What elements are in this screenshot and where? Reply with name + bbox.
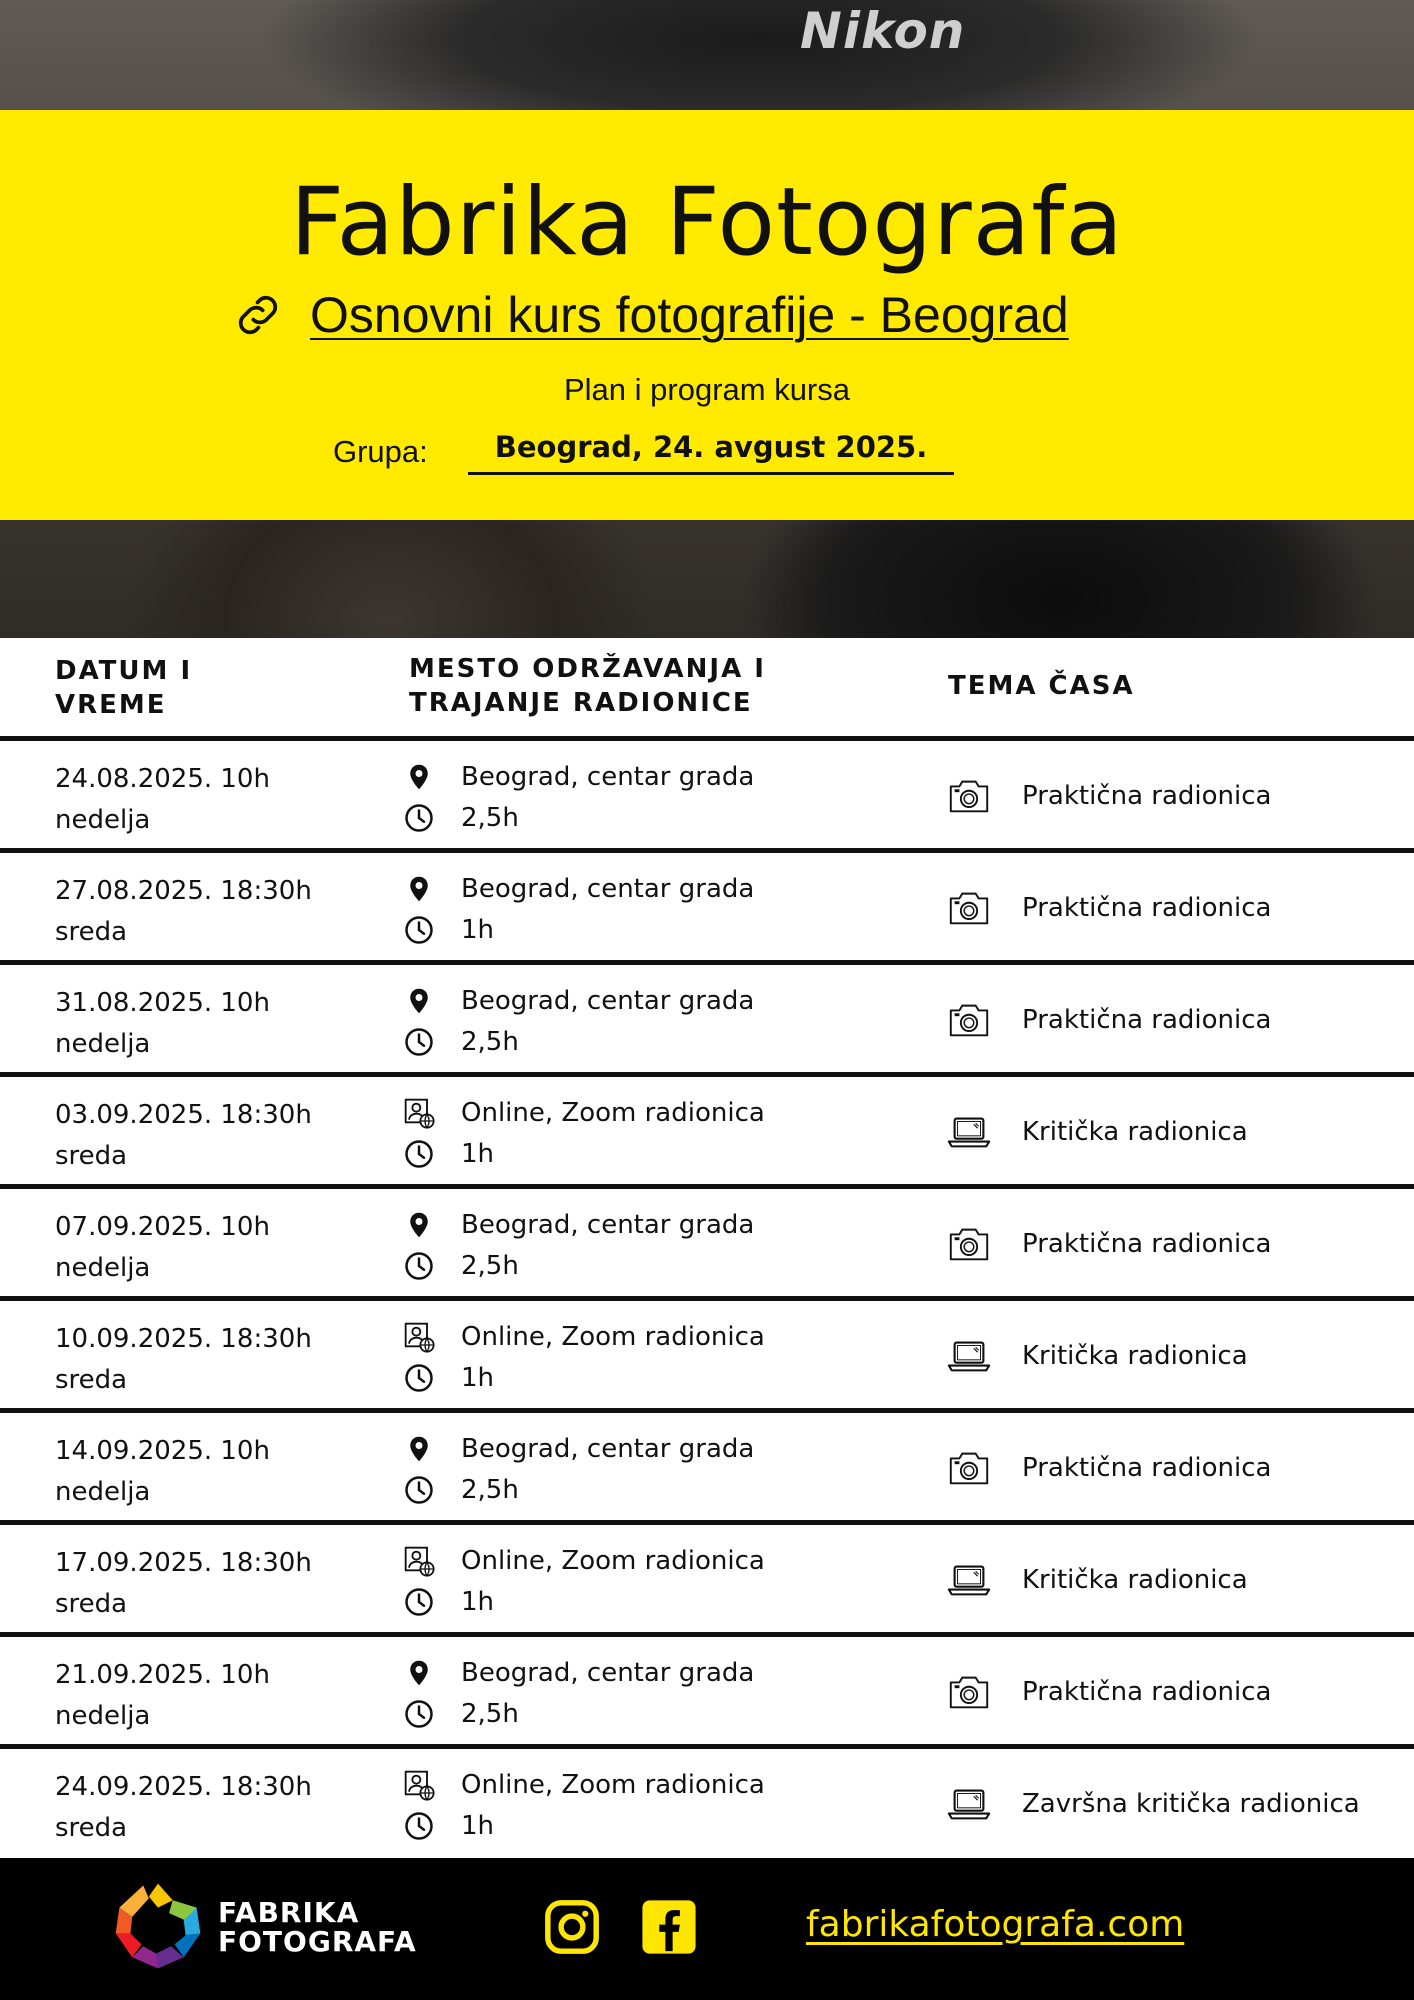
table-header [0,638,1414,741]
topic-text: Kritička radionica [1022,1565,1248,1595]
header-banner [0,110,1414,520]
date-cell [55,1655,270,1737]
topic-cell [946,1443,1271,1493]
date-time: 17.09.2025. 18:30h [55,1548,312,1578]
weekday: sreda [55,917,128,947]
table-row [0,965,1414,1077]
table-row [0,1525,1414,1637]
date-time: 31.08.2025. 10h [55,988,270,1018]
camera-icon [946,997,992,1043]
laptop-icon [946,1109,992,1155]
topic-text: Praktična radionica [1022,1005,1272,1035]
table-row [0,1301,1414,1413]
table-row [0,1413,1414,1525]
topic-text: Praktična radionica [1022,1229,1272,1259]
topic-text: Praktična radionica [1022,781,1272,811]
page-title: Fabrika Fotografa [290,168,1124,277]
online-user-icon [403,1097,435,1129]
table-row [0,853,1414,965]
topic-text: Završna kritička radionica [1022,1789,1360,1819]
clock-icon [403,1138,435,1170]
topic-text: Praktična radionica [1022,1453,1272,1483]
duration-text: 2,5h [461,1698,519,1729]
table-row [0,1077,1414,1189]
table-body [0,741,1414,1859]
date-cell [55,1207,270,1289]
laptop-icon [946,1333,992,1379]
weekday: sreda [55,1589,128,1619]
date-cell [55,1431,270,1513]
weekday: sreda [55,1813,128,1843]
location-cell [403,1540,823,1622]
topic-cell [946,1219,1271,1269]
map-pin-icon [403,1433,435,1465]
location-text: Online, Zoom radionica [461,1545,765,1576]
facebook-icon[interactable] [640,1898,698,1956]
clock-icon [403,1698,435,1730]
location-text: Beograd, centar grada [461,1657,755,1688]
duration-text: 1h [461,1138,495,1169]
table-row [0,1749,1414,1859]
header-location: MESTO ODRŽAVANJA I TRAJANJE RADIONICE [409,654,766,718]
weekday: sreda [55,1141,128,1171]
location-text: Beograd, centar grada [461,985,755,1016]
course-link[interactable]: Osnovni kurs fotografije - Beograd [310,287,1069,343]
table-row [0,1189,1414,1301]
topic-cell [946,1779,1360,1829]
hero-photo [0,0,1414,638]
link-icon [230,287,286,343]
date-cell [55,871,312,953]
location-text: Online, Zoom radionica [461,1321,765,1352]
map-pin-icon [403,873,435,905]
location-cell [403,1652,823,1734]
location-text: Online, Zoom radionica [461,1769,765,1800]
clock-icon [403,802,435,834]
topic-cell [946,771,1271,821]
camera-icon [946,773,992,819]
date-cell [55,1543,312,1625]
location-cell [403,756,823,838]
website-link[interactable]: fabrikafotografa.com [806,1904,1185,1945]
duration-text: 2,5h [461,802,519,833]
topic-cell [946,1331,1248,1381]
duration-text: 2,5h [461,1250,519,1281]
camera-brand-mark: Nikon [800,2,966,60]
location-cell [403,1092,823,1174]
topic-text: Kritička radionica [1022,1117,1248,1147]
clock-icon [403,1250,435,1282]
location-cell [403,868,823,950]
location-cell [403,980,823,1062]
duration-text: 2,5h [461,1026,519,1057]
topic-cell [946,1667,1271,1717]
topic-text: Praktična radionica [1022,893,1272,923]
location-text: Beograd, centar grada [461,873,755,904]
logo-line-2: FOTOGRAFA [218,1925,417,1958]
table-row [0,741,1414,853]
clock-icon [403,1586,435,1618]
logo-line-1: FABRIKA [218,1896,360,1929]
clock-icon [403,1810,435,1842]
date-cell [55,983,270,1065]
brand-logo-icon [112,1880,204,1972]
topic-cell [946,1555,1248,1605]
map-pin-icon [403,1657,435,1689]
date-time: 24.08.2025. 10h [55,764,270,794]
location-cell [403,1428,823,1510]
course-link-row[interactable] [230,285,1069,345]
topic-text: Kritička radionica [1022,1341,1248,1371]
date-time: 10.09.2025. 18:30h [55,1324,312,1354]
weekday: nedelja [55,1253,151,1283]
topic-cell [946,883,1271,933]
location-text: Online, Zoom radionica [461,1097,765,1128]
date-time: 24.09.2025. 18:30h [55,1772,312,1802]
online-user-icon [403,1545,435,1577]
clock-icon [403,914,435,946]
clock-icon [403,1026,435,1058]
clock-icon [403,1474,435,1506]
date-time: 03.09.2025. 18:30h [55,1100,312,1130]
date-time: 27.08.2025. 18:30h [55,876,312,906]
camera-icon [946,1669,992,1715]
subtitle: Plan i program kursa [563,372,850,407]
map-pin-icon [403,985,435,1017]
location-text: Beograd, centar grada [461,761,755,792]
topic-cell [946,1107,1248,1157]
date-time: 21.09.2025. 10h [55,1660,270,1690]
map-pin-icon [403,761,435,793]
header-topic: TEMA ČASA [948,671,1135,701]
weekday: sreda [55,1365,128,1395]
online-user-icon [403,1321,435,1353]
duration-text: 1h [461,1362,495,1393]
laptop-icon [946,1781,992,1827]
topic-cell [946,995,1271,1045]
topic-text: Praktična radionica [1022,1677,1272,1707]
location-text: Beograd, centar grada [461,1209,755,1240]
table-row [0,1637,1414,1749]
map-pin-icon [403,1209,435,1241]
duration-text: 1h [461,1586,495,1617]
date-cell [55,1319,312,1401]
schedule-table [0,638,1414,1859]
footer [0,1858,1414,2000]
camera-icon [946,1445,992,1491]
location-cell [403,1316,823,1398]
date-cell [55,759,270,841]
date-time: 07.09.2025. 10h [55,1212,270,1242]
location-cell [403,1204,823,1286]
group-label: Grupa: [333,434,428,469]
weekday: nedelja [55,1029,151,1059]
date-time: 14.09.2025. 10h [55,1436,270,1466]
location-text: Beograd, centar grada [461,1433,755,1464]
duration-text: 1h [461,914,495,945]
duration-text: 2,5h [461,1474,519,1505]
weekday: nedelja [55,805,151,835]
duration-text: 1h [461,1810,495,1841]
weekday: nedelja [55,1701,151,1731]
date-cell [55,1095,312,1177]
date-cell [55,1767,312,1849]
group-value: Beograd, 24. avgust 2025. [468,430,954,475]
instagram-icon[interactable] [543,1898,601,1956]
camera-icon [946,885,992,931]
header-date: DATUM I VREME [55,656,193,720]
online-user-icon [403,1769,435,1801]
brand-logo-text [218,1898,417,1956]
weekday: nedelja [55,1477,151,1507]
clock-icon [403,1362,435,1394]
location-cell [403,1764,823,1846]
camera-icon [946,1221,992,1267]
laptop-icon [946,1557,992,1603]
